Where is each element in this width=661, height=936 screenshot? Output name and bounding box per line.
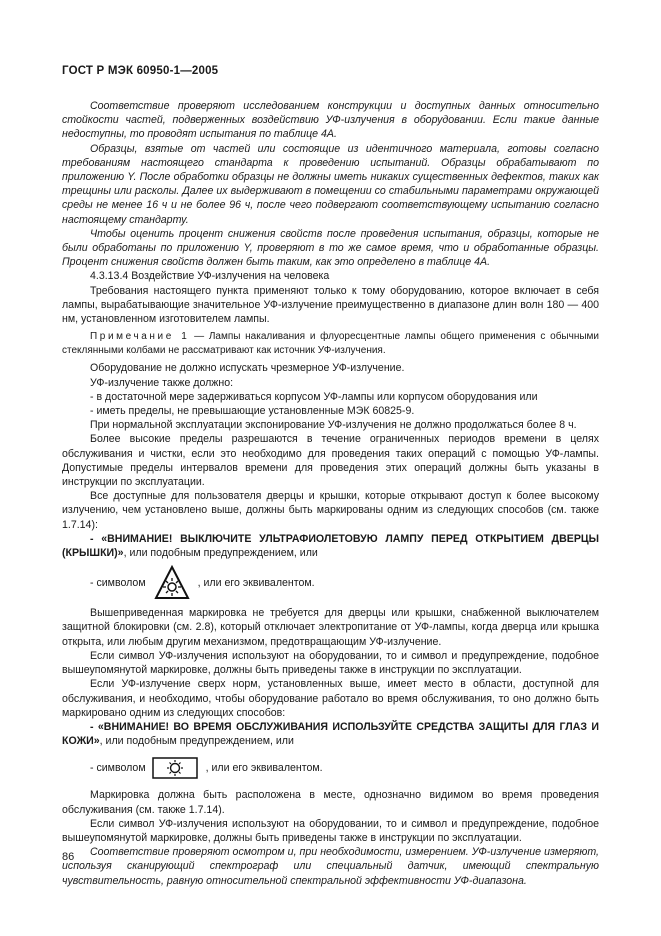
paragraph-interlock: Вышеприведенная маркировка не требуется для дверцы или крышки, снабженной выключателем защитной блокировки (см. 2.8), который отключает электропитание от УФ-лампы, когда дверца или крышка открыта, или любым другим механизмом, предотвращающим УФ-излучение. (62, 607, 599, 648)
warning-text-1 (62, 532, 599, 560)
note-1 (62, 330, 599, 357)
paragraph-compliance-2: Соответствие проверяют осмотром и, при необходимости, измерением. УФ-излучение измеряют, используя сканирующий спектрограф или специальный датчик, имеющий спектральную чувствительность, равную относительной спектральной эффективности УФ-диапазона. (62, 846, 599, 887)
warning-bold-1: - «ВНИМАНИЕ! ВЫКЛЮЧИТЕ УЛЬТРАФИОЛЕТОВУЮ ЛАМПУ ПЕРЕД ОТКРЫТИЕМ ДВЕРЦЫ (КРЫШКИ)» (62, 532, 599, 560)
paragraph-compliance-1: Соответствие проверяют исследованием конструкции и доступных данных относительно стойкости частей, подверженных воздействию УФ-излучения в оборудовании. Если такие данные недоступны, то проводят испытания по таблице 4А. (62, 100, 599, 141)
list-item-limits: - иметь пределы, не превышающие установленные МЭК 60825-9. (90, 405, 415, 418)
paragraph-samples: Образцы, взятые от частей или состоящие из идентичного материала, готовы согласно требованиям настоящего стандарта к проведению испытаний. Образцы обрабатывают по приложению Y. После обработки образцы не должны иметь никаких существенных дефектов, таких как трещины или расколы. Далее их выдерживают в помещении со стабильными параметрами окружающей среды не менее 16 ч и не более 96 ч, после чего подвергают соответствующему испытанию согласно настоящему стандарту. (62, 142, 599, 226)
symbol-label-2: - символом (90, 762, 146, 775)
paragraph-requirements: Требования настоящего пункта применяют только к тому оборудованию, которое включает в себя лампы, вырабатывающие значительное УФ-излучение преимущественно в диапазоне длин волн 180 — 400 нм, установленном изготовителем лампы. (62, 284, 599, 326)
paragraph-marking-location: Маркировка должна быть расположена в месте, однозначно видимом во время проведения обслуживания (см. также 1.7.14). (62, 789, 599, 816)
warning-rest-2: , или подобным предупреждением, или (99, 735, 294, 748)
symbol-row-1 (90, 563, 599, 603)
symbol-row-2 (90, 753, 599, 783)
warning-rest-1: , или подобным предупреждением, или (123, 547, 318, 560)
page-header: ГОСТ Р МЭК 60950-1—2005 (62, 65, 219, 77)
warning-text-2 (62, 720, 599, 748)
paragraph-symbol-instructions-2: Если символ УФ-излучения используют на оборудовании, то и символ и предупреждение, подобное вышеупомянутой маркировке, должны быть приведены также в инструкции по эксплуатации. (62, 817, 599, 844)
eye-protection-goggles-icon (152, 757, 198, 779)
note-text: — Лампы накаливания и флуоресцентные лампы общего применения с обычными стеклянными колбами не рассматривают как источник УФ-излучения. (62, 331, 600, 356)
warning-bold-2: - «ВНИМАНИЕ! ВО ВРЕМЯ ОБСЛУЖИВАНИЯ ИСПОЛЬЗУЙТЕ СРЕДСТВА ЗАЩИТЫ ДЛЯ ГЛАЗ И КОЖИ» (62, 720, 599, 748)
uv-radiation-warning-triangle-icon (154, 565, 190, 601)
paragraph-reduction: Чтобы оценить процент снижения свойств после проведения испытания, образцы, которые не были обработаны по приложению Y, проверяют в то же самое время, что и обработанные образцы. Процент снижения свойств должен быть таким, как это определено в таблице 4А. (62, 227, 599, 269)
paragraph-service-area: Если УФ-излучение сверх норм, установленных выше, имеет место в области, доступной для обслуживания, и необходимо, чтобы оборудование работало во время обслуживания, то оно должно быть маркировано одним из следующих способов: (62, 678, 599, 719)
paragraph-doors-marking: Все доступные для пользователя дверцы и крышки, которые открывают доступ к более высокому излучению, чем установлено выше, должны быть маркированы одним из следующих способов (см. также 1.7.14): (62, 490, 599, 531)
symbol-suffix-2: , или его эквивалентом. (205, 762, 323, 775)
symbol-label-1: - символом (90, 577, 146, 590)
section-heading-4-3-13-4: 4.3.13.4 Воздействие УФ-излучения на человека (90, 270, 330, 283)
paragraph-symbol-instructions-1: Если символ УФ-излучения используют на оборудовании, то и символ и предупреждение, подобное вышеупомянутой маркировке, должны быть приведены также в инструкции по эксплуатации. (62, 649, 599, 677)
page-number: 86 (62, 851, 75, 863)
paragraph-higher-limits: Более высокие пределы разрешаются в течение ограниченных периодов времени в целях обслуживания и чистки, если это необходимо для проведения таких операций с помощью УФ-лампы. Допустимые пределы интервалов времени для проведения этих операций должны быть указаны в инструкции по эксплуатации. (62, 433, 599, 489)
symbol-suffix-1: , или его эквивалентом. (197, 577, 315, 590)
paragraph-no-excess: Оборудование не должно испускать чрезмерное УФ-излучение. (90, 362, 405, 375)
paragraph-normal-use: При нормальной эксплуатации экспонирование УФ-излучения не должно продолжаться более 8 ч. (90, 419, 577, 432)
document-body (62, 99, 599, 888)
list-item-retained: - в достаточной мере задерживаться корпусом УФ-лампы или корпусом оборудования или (90, 390, 538, 403)
note-label: Примечание 1 (90, 331, 190, 343)
paragraph-also-must: УФ-излучение также должно: (90, 376, 234, 389)
